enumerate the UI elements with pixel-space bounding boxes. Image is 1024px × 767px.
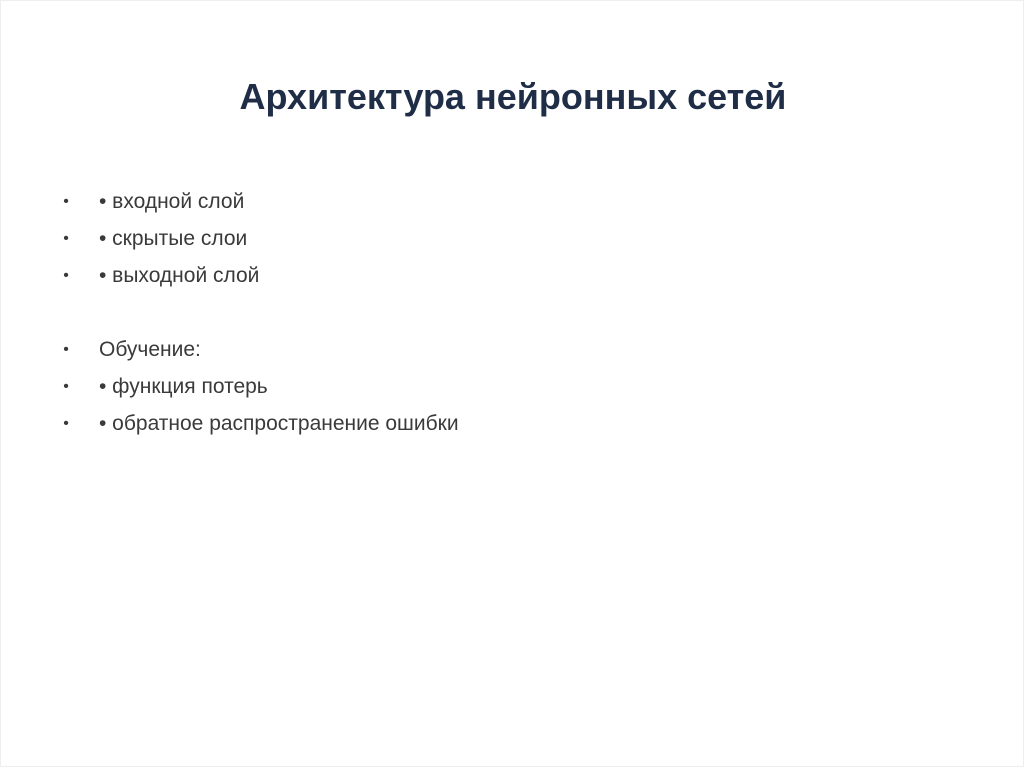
list-item-text: Обучение: [99,338,201,361]
bullet-icon: • [63,267,69,284]
list-item-text: • входной слой [99,190,245,213]
bullet-list [59,183,959,442]
list-item [59,220,959,257]
list-item [59,368,959,405]
list-item-text: • функция потерь [99,375,268,398]
list-item [59,405,959,442]
bullet-icon: • [63,341,69,358]
list-item-text: • скрытые слои [99,227,248,250]
list-item [59,331,959,368]
list-item-text: • выходной слой [99,264,260,287]
list-item-text: • обратное распространение ошибки [99,412,459,435]
slide-title: Архитектура нейронных сетей [239,76,787,117]
list-item [59,257,959,294]
bullet-icon: • [63,415,69,432]
bullet-icon: • [63,378,69,395]
bullet-icon: • [63,193,69,210]
list-item [59,183,959,220]
bullet-icon: • [63,230,69,247]
list-spacer [59,294,959,331]
